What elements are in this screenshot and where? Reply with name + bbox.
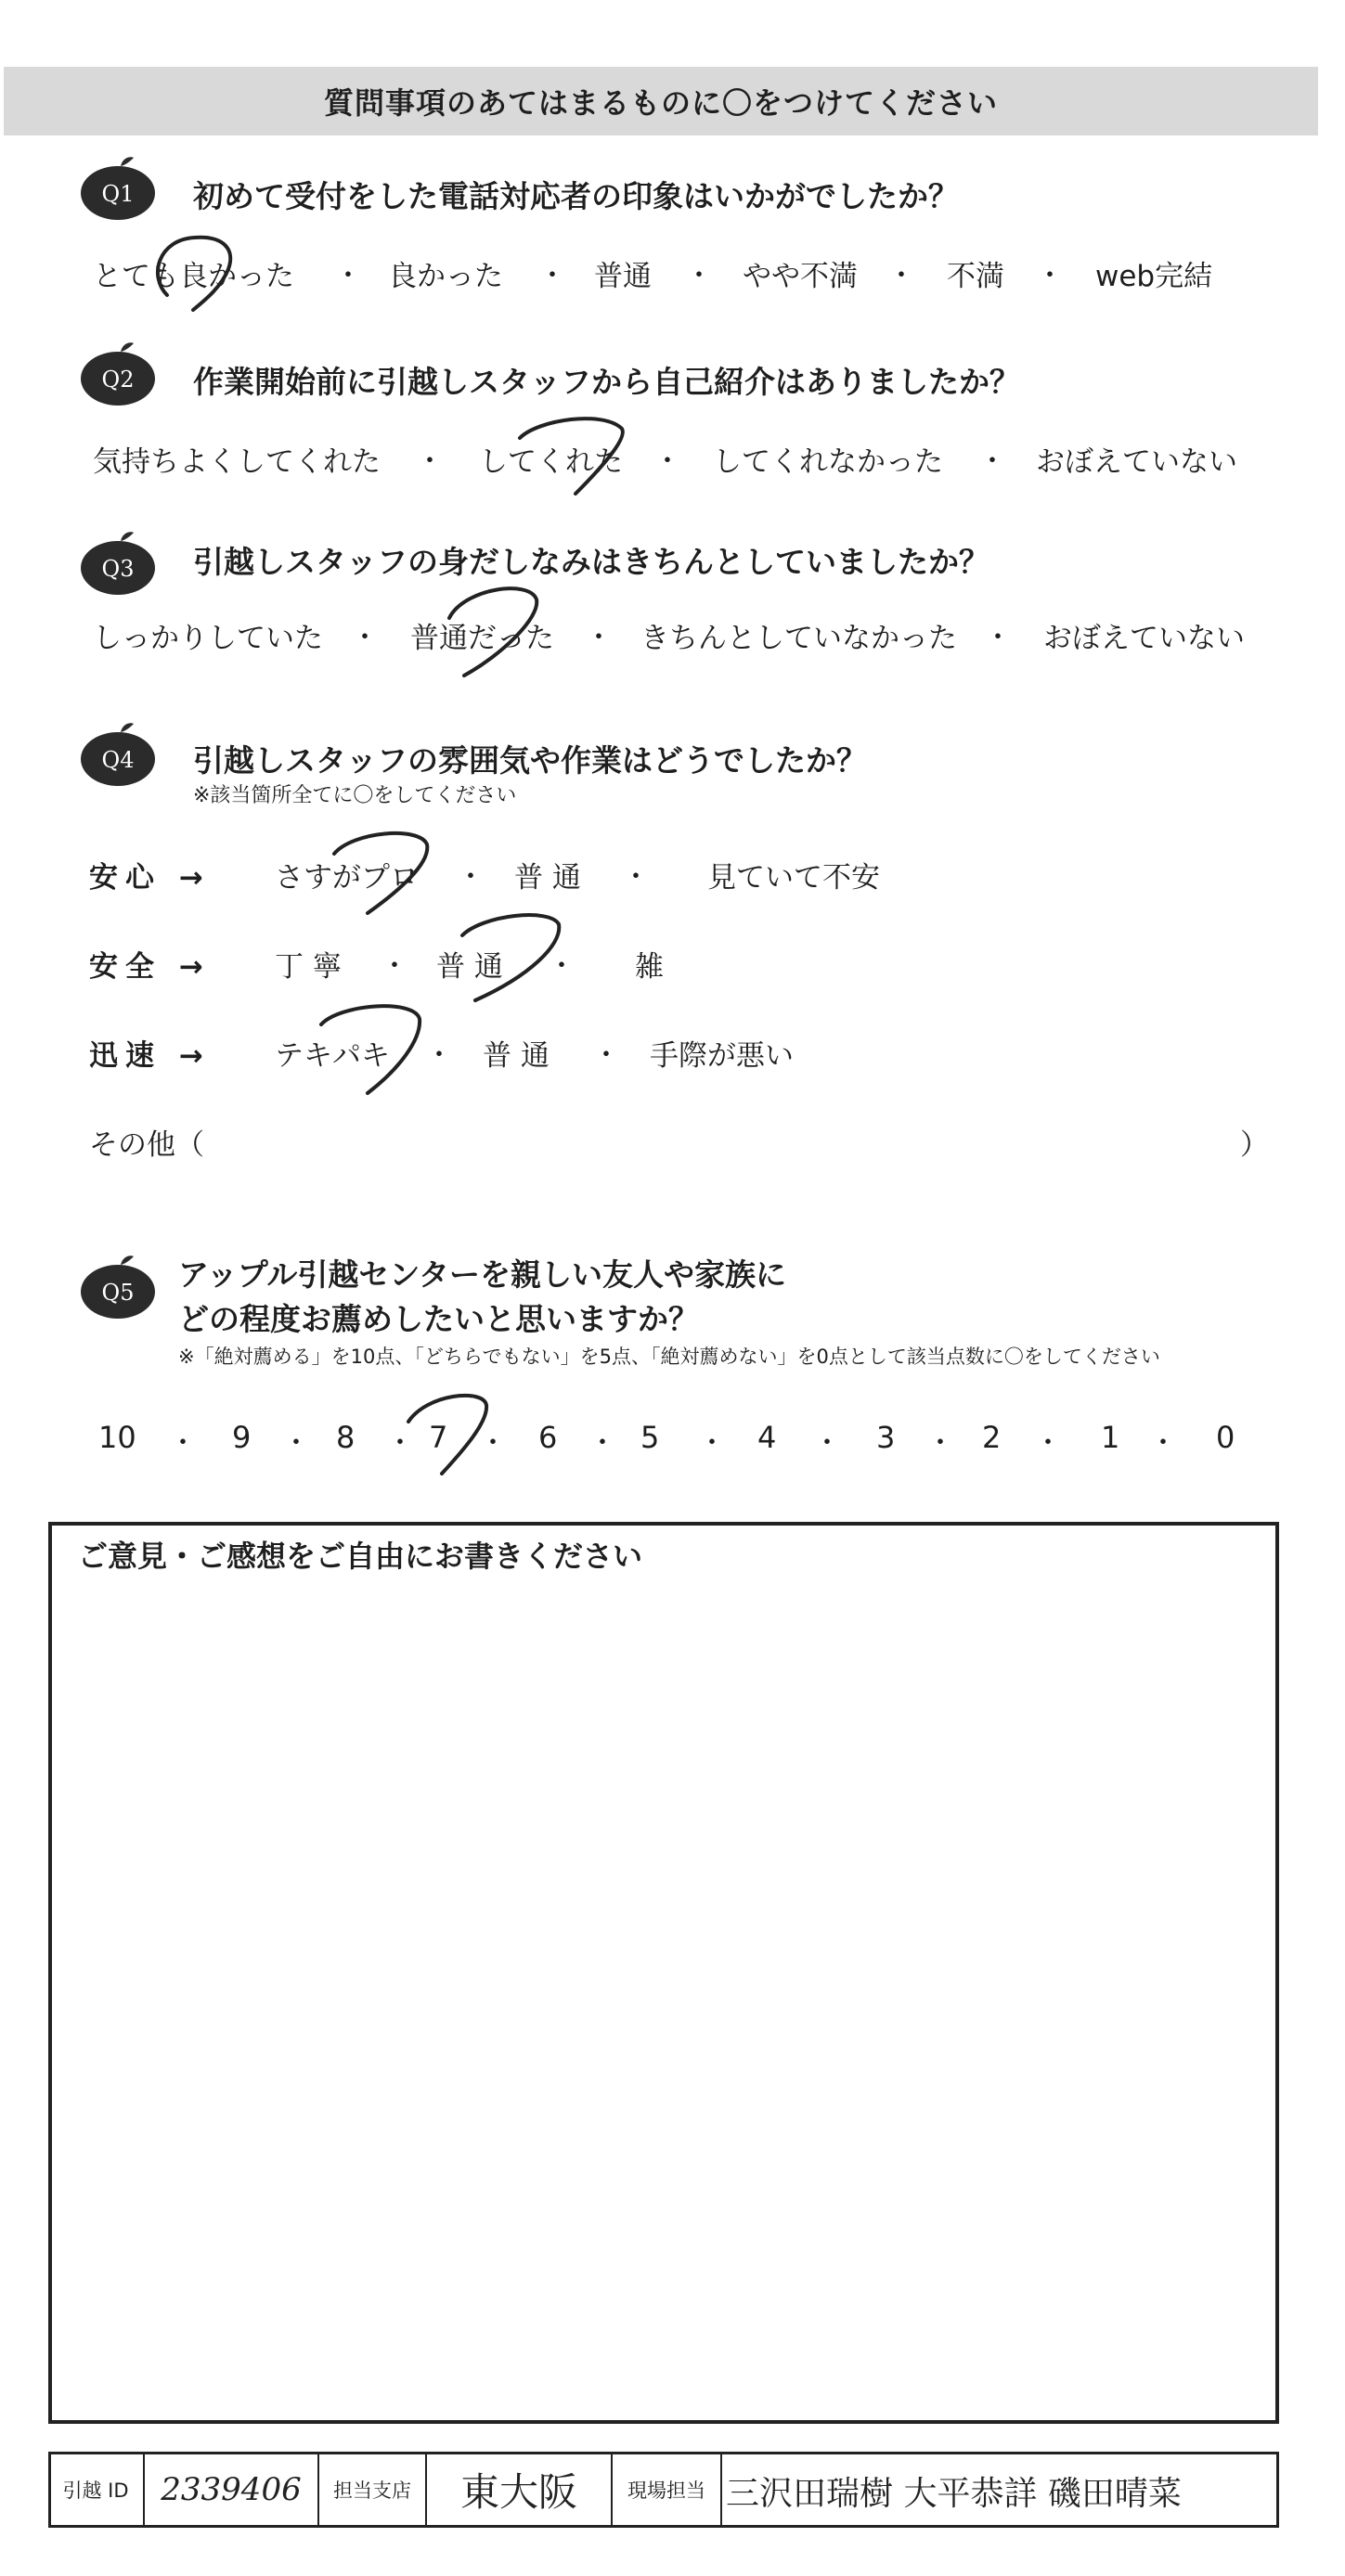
q4-separator: ・ — [548, 950, 576, 983]
q3-option-1[interactable]: しっかりしていた — [93, 622, 323, 655]
q4-row-label-jinsoku: 迅速 → — [89, 1039, 211, 1073]
q3-option-4[interactable]: おぼえていない — [1043, 622, 1245, 655]
q5-badge-icon — [76, 1251, 160, 1321]
q1-option-2[interactable]: 良かった — [388, 260, 503, 293]
q4-separator: ・ — [381, 950, 408, 983]
q5-note: ※「絶対薦める」を10点、「どちらでもない」を5点、「絶対薦めない」を0点として該当点数に〇をしてください — [178, 1346, 1160, 1368]
q1-option-6[interactable]: web完結 — [1095, 260, 1213, 293]
q5-question-line2: どの程度お薦めしたいと思いますか？ — [178, 1301, 699, 1337]
q5-separator: ・ — [926, 1427, 954, 1460]
q2-question: 作業開始前に引越しスタッフから自己紹介はありましたか？ — [193, 364, 1020, 400]
footer-staff-label-cell — [613, 2452, 722, 2528]
q2-badge-text: Q2 — [101, 367, 135, 393]
q1-handwritten-mark — [139, 221, 260, 314]
q4-question: 引越しスタッフの雰囲気や作業はどうでしたか？ — [193, 742, 867, 779]
q4-separator: ・ — [457, 861, 485, 894]
footer-staff-value-cell — [726, 2457, 1277, 2524]
instructions-header — [4, 67, 1318, 135]
q5-score-7[interactable]: 7 — [429, 1420, 448, 1455]
q2-separator: ・ — [978, 445, 1006, 478]
comments-box[interactable] — [48, 1522, 1279, 2424]
q5-score-5[interactable]: 5 — [640, 1420, 660, 1455]
q5-separator: ・ — [588, 1427, 616, 1460]
q4-row2-option-1[interactable]: 丁 寧 — [275, 950, 342, 984]
q2-separator: ・ — [653, 445, 681, 478]
q2-handwritten-mark — [501, 401, 640, 503]
q3-separator: ・ — [585, 622, 613, 654]
q4-row1-handwritten-mark — [316, 817, 446, 919]
header-title: 質問事項のあてはまるものに〇をつけてください — [323, 85, 998, 121]
q4-other-close: ） — [1240, 1128, 1269, 1162]
q1-separator: ・ — [887, 260, 915, 292]
q3-question: 引越しスタッフの身だしなみはきちんとしていましたか？ — [193, 544, 989, 580]
q5-separator: ・ — [282, 1427, 310, 1460]
q4-row-label-anshin: 安心 → — [89, 861, 211, 895]
q4-badge-text: Q4 — [101, 747, 135, 773]
q5-score-8[interactable]: 8 — [336, 1420, 356, 1455]
q4-note: ※該当箇所全てに〇をしてください — [193, 784, 517, 807]
q5-score-2[interactable]: 2 — [982, 1420, 1002, 1455]
q1-separator: ・ — [685, 260, 713, 292]
q3-option-3[interactable]: きちんとしていなかった — [640, 622, 957, 655]
q3-handwritten-mark — [427, 572, 557, 683]
q4-row3-option-1[interactable]: テキパキ — [275, 1039, 390, 1073]
q1-separator: ・ — [334, 260, 362, 292]
footer-id-value-cell — [145, 2452, 319, 2528]
q1-option-1[interactable]: とても良かった — [93, 260, 294, 293]
q2-option-2[interactable]: してくれた — [479, 445, 623, 479]
q4-row2-option-3[interactable]: 雑 — [635, 950, 664, 984]
q4-row3-handwritten-mark — [306, 989, 436, 1101]
footer-branch-value-cell — [427, 2452, 613, 2528]
q5-score-1[interactable]: 1 — [1101, 1420, 1120, 1455]
q2-option-4[interactable]: おぼえていない — [1036, 445, 1237, 479]
q5-score-3[interactable]: 3 — [876, 1420, 896, 1455]
q1-question: 初めて受付をした電話対応者の印象はいかがでしたか？ — [193, 178, 959, 214]
q5-handwritten-mark — [390, 1385, 501, 1477]
q5-badge-text: Q5 — [101, 1280, 135, 1306]
q5-separator: ・ — [169, 1427, 197, 1460]
q4-row2-handwritten-mark — [446, 896, 576, 1008]
q3-badge-icon — [76, 527, 160, 598]
q3-separator: ・ — [351, 622, 379, 654]
q5-separator: ・ — [1034, 1427, 1062, 1460]
q4-other-label: その他（ — [89, 1128, 204, 1162]
q4-other-input[interactable] — [223, 1112, 1225, 1167]
q5-separator: ・ — [698, 1427, 726, 1460]
q5-score-9[interactable]: 9 — [232, 1420, 252, 1455]
q4-row3-option-3[interactable]: 手際が悪い — [650, 1039, 794, 1073]
q3-badge-text: Q3 — [101, 556, 135, 582]
q4-row1-option-3[interactable]: 見ていて不安 — [707, 861, 880, 895]
q4-row1-option-2[interactable]: 普 通 — [514, 861, 581, 895]
q5-score-4[interactable]: 4 — [757, 1420, 777, 1455]
q5-separator: ・ — [1149, 1427, 1177, 1460]
q4-separator: ・ — [425, 1039, 453, 1072]
q4-row1-option-1[interactable]: さすがプロ — [275, 861, 419, 895]
footer-branch-label-cell — [319, 2452, 427, 2528]
q5-score-0[interactable]: 0 — [1216, 1420, 1235, 1455]
q4-row3-option-2[interactable]: 普 通 — [483, 1039, 550, 1073]
footer-id-label-cell — [48, 2452, 145, 2528]
q5-separator: ・ — [386, 1427, 414, 1460]
q1-separator: ・ — [538, 260, 566, 292]
q2-badge-icon — [76, 338, 160, 408]
q5-separator: ・ — [479, 1427, 507, 1460]
q4-badge-icon — [76, 718, 160, 789]
footer-staff-value: 三沢田瑞樹 大平恭詳 磯田晴菜 — [726, 2474, 1182, 2513]
q2-option-3[interactable]: してくれなかった — [713, 445, 943, 479]
footer-id-value: 2339406 — [161, 2471, 302, 2508]
q4-row2-option-2[interactable]: 普 通 — [436, 950, 503, 984]
q1-option-4[interactable]: やや不満 — [743, 260, 858, 293]
q1-badge-text: Q1 — [101, 181, 135, 207]
q1-separator: ・ — [1036, 260, 1064, 292]
q1-badge-icon — [76, 152, 160, 223]
q3-separator: ・ — [984, 622, 1012, 654]
q4-separator: ・ — [622, 861, 650, 894]
q5-question-line1: アップル引越センターを親しい友人や家族に — [178, 1256, 787, 1293]
q5-separator: ・ — [813, 1427, 841, 1460]
q2-separator: ・ — [416, 445, 444, 478]
q3-option-2[interactable]: 普通だった — [410, 622, 554, 655]
q1-option-5[interactable]: 不満 — [947, 260, 1004, 293]
footer-id-label: 引越 ID — [62, 2479, 129, 2502]
q4-separator: ・ — [592, 1039, 620, 1072]
q5-score-10[interactable]: 10 — [98, 1420, 136, 1455]
footer-staff-label: 現場担当 — [627, 2479, 705, 2502]
footer-branch-value: 東大阪 — [459, 2469, 577, 2515]
q1-option-3[interactable]: 普通 — [594, 260, 652, 293]
q5-score-6[interactable]: 6 — [538, 1420, 558, 1455]
comments-title: ご意見・ご感想をご自由にお書きください — [78, 1539, 643, 1574]
q4-row-label-anzen: 安全 → — [89, 950, 211, 984]
footer-branch-label: 担当支店 — [333, 2479, 411, 2502]
q2-option-1[interactable]: 気持ちよくしてくれた — [93, 445, 381, 479]
